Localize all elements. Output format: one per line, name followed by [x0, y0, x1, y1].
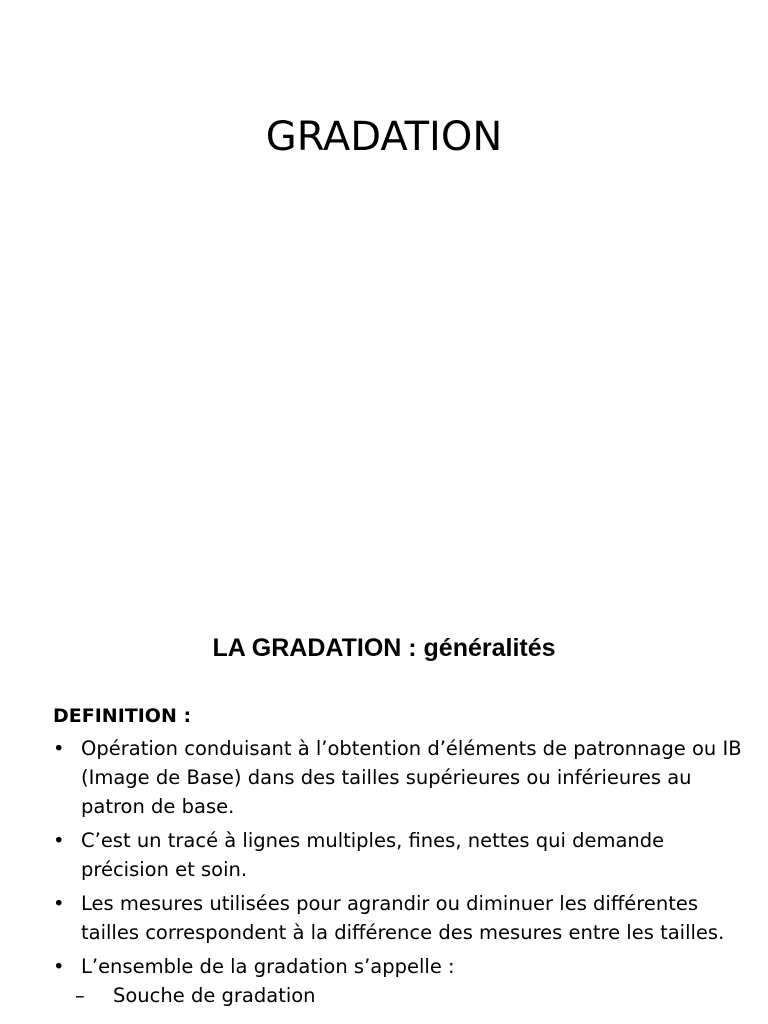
- bullet-item: [53, 734, 753, 821]
- sub-item-text: Souche de gradation: [113, 984, 316, 1007]
- bullet-item: [53, 826, 753, 884]
- bullet-icon: •: [53, 737, 65, 760]
- bullet-icon: •: [53, 829, 65, 852]
- bullet-text: Les mesures utilisées pour agrandir ou diminuer les différentes tailles correspondent à la différence des mesures entre les tailles.: [81, 892, 725, 944]
- bullet-text: L’ensemble de la gradation s’appelle :: [81, 955, 455, 978]
- bullet-item: [53, 952, 753, 981]
- bullet-text: C’est un tracé à lignes multiples, fines, nettes qui demande précision et soin.: [81, 829, 665, 881]
- definition-label: DEFINITION :: [53, 705, 192, 727]
- slide-title: GRADATION: [265, 114, 503, 160]
- bullet-list: [53, 734, 753, 1010]
- dash-icon: –: [75, 984, 85, 1007]
- slide-heading: LA GRADATION : généralités: [212, 634, 556, 662]
- bullet-text: Opération conduisant à l’obtention d’éléments de patronnage ou IB (Image de Base) dans des tailles supérieures ou inférieures au patron de base.: [81, 737, 742, 818]
- bullet-icon: •: [53, 892, 65, 915]
- bullet-item: [53, 889, 753, 947]
- bullet-icon: •: [53, 955, 65, 978]
- sub-list-item: [53, 981, 753, 1010]
